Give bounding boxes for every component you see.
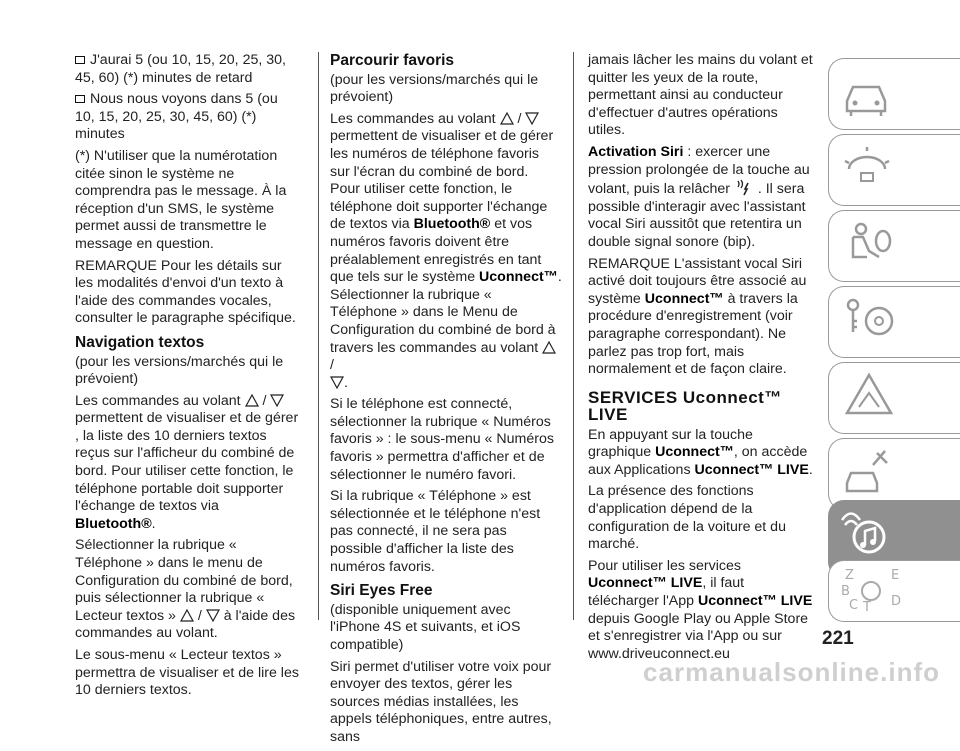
chapter-tab-starting[interactable] — [828, 286, 960, 358]
remark-paragraph: REMARQUE Pour les détails sur les modalités d'envoi d'un texto à l'aide des commandes vocales, consulter le paragraphe spécifique. — [75, 257, 296, 327]
text-column-2 — [330, 52, 562, 751]
checkbox-bullet-icon — [75, 95, 85, 103]
page-number: 221 — [822, 628, 854, 649]
paragraph: Si la rubrique « Téléphone » est sélectionnée et le téléphone n'est pas connecté, il ne sera pas possible d'afficher la liste des numéros favoris. — [330, 488, 541, 575]
seatbelt-airbag-icon — [839, 215, 899, 275]
chapter-tab-safety[interactable] — [828, 210, 960, 282]
index-letter: B — [841, 584, 850, 599]
arrow-up-triangle-icon — [542, 341, 556, 354]
paragraph: (pour les versions/marchés qui le prévoient) — [75, 353, 284, 388]
arrow-down-triangle-icon — [330, 376, 344, 389]
bullet-item: Nous nous voyons dans 5 (ou 10, 15, 20, 25, 30, 45, 60) (*) minutes — [75, 91, 278, 143]
index-letter: T — [863, 600, 871, 615]
index-letter: C — [849, 598, 859, 613]
section-heading: Siri Eyes Free — [330, 582, 433, 600]
chapter-tab-emergency[interactable] — [828, 362, 960, 434]
paragraph: Les commandes au volant / permettent de visualiser et de gérer , la liste des 10 derniers textos reçus sur l'afficheur du combiné de bord. Pour utiliser cette fonction, le téléphone portable doit supporter l'échange de textos via Bluetooth®. — [75, 392, 299, 532]
paragraph: (*) N'utiliser que la numérotation citée sinon le système ne comprendra pas le message. À la réception d'un SMS, le système permet aussi de transmettre le message en question. — [75, 147, 287, 252]
arrow-down-triangle-icon — [206, 609, 220, 622]
voice-command-icon — [735, 179, 753, 197]
arrow-up-triangle-icon — [500, 112, 514, 125]
warning-triangle-icon — [839, 367, 899, 427]
dashboard-lights-icon — [839, 139, 899, 199]
paragraph: Si le téléphone est connecté, sélectionner la rubrique « Numéros favoris » : le sous-menu « Numéros favoris » permettra d'afficher et de sélectionner le numéro favori. — [330, 396, 554, 483]
paragraph: Activation Siri : exercer une pression prolongée de la touche au volant, puis la relâcher . Il sera possible d'interagir avec l'assistant vocal Siri aussitôt que retentira un double signal sonore (bip). — [588, 143, 810, 250]
text-column-3 — [588, 52, 813, 667]
chapter-tab-dashboard[interactable] — [828, 134, 960, 206]
paragraph: Pour utiliser les services Uconnect™ LIVE, il faut télécharger l'App Uconnect™ LIVE depuis Google Play ou Apple Store et s'enregistrer via l'App ou sur www.driveuconnect.eu — [588, 557, 813, 662]
arrow-up-triangle-icon — [245, 394, 259, 407]
paragraph: Le sous-menu « Lecteur textos » permettra de visualiser et de lire les 10 derniers textos. — [75, 647, 299, 699]
chapter-tab-car[interactable] — [828, 58, 960, 130]
paragraph: Sélectionner la rubrique « Téléphone » dans le menu de Configuration du combiné de bord, puis sélectionner la rubrique « Lecteur textos » / à l'aide des commandes au volant. — [75, 537, 296, 642]
bullet-item: J'aurai 5 (ou 10, 15, 20, 25, 30, 45, 60) (*) minutes de retard — [75, 52, 286, 86]
paragraph: Les commandes au volant / permettent de visualiser et de gérer les numéros de téléphone favoris sur l'écran du combiné de bord. Pour utiliser cette fonction, le téléphone doit supporter l'échange de textos via Bluetooth® et vos numéros favoris doivent être préalablement enregistrés en tant que tels sur le système Uconnect™. Sélectionner la rubrique « Téléphone » dans le Menu de Configuration du combiné de bord à travers les commandes au volant / . — [330, 110, 562, 391]
remark-paragraph: REMARQUE L'assistant vocal Siri activé doit toujours être associé au système Uconnect™ à travers la procédure d'enregistrement (voir paragraphe correspondant). Ne parlez pas trop fort, mais normalement et de façon claire. — [588, 255, 807, 378]
watermark-footer: carmanualsonline.info — [643, 657, 940, 687]
tools-car-icon — [839, 443, 899, 503]
checkbox-bullet-icon — [75, 56, 85, 64]
column-divider — [318, 52, 319, 620]
paragraph: (pour les versions/marchés qui le prévoient) — [330, 71, 539, 106]
paragraph: La présence des fonctions d'application dépend de la configuration de la voiture et du marché. — [588, 483, 786, 553]
key-steering-icon — [839, 291, 899, 351]
index-letters-icon — [839, 565, 909, 621]
paragraph: (disponible uniquement avec l'iPhone 4S et suivants, et iOS compatible) — [330, 601, 521, 653]
section-heading: Parcourir favoris — [330, 52, 455, 69]
column-divider — [573, 52, 574, 620]
arrow-down-triangle-icon — [270, 394, 284, 407]
index-letter: E — [891, 568, 900, 583]
paragraph: En appuyant sur la touche graphique Uconnect™, on accède aux Applications Uconnect™ LIVE. — [588, 426, 813, 478]
index-letter: D — [891, 594, 902, 609]
chapter-tab-index[interactable] — [828, 560, 960, 622]
car-icon — [839, 63, 899, 123]
index-letter: Z — [845, 568, 854, 583]
paragraph: Siri permet d'utiliser votre voix pour envoyer des textos, gérer les sources médias installées, les appels téléphoniques, entre autres, sans — [330, 658, 552, 745]
text-column-1 — [75, 52, 300, 704]
arrow-down-triangle-icon — [525, 112, 539, 125]
section-heading: SERVICES Uconnect™ LIVE — [588, 387, 782, 424]
paragraph: jamais lâcher les mains du volant et quitter les yeux de la route, permettant ainsi au conducteur d'effectuer d'autres opérations utiles. — [588, 52, 813, 139]
section-heading: Navigation textos — [75, 333, 205, 351]
arrow-up-triangle-icon — [180, 609, 194, 622]
